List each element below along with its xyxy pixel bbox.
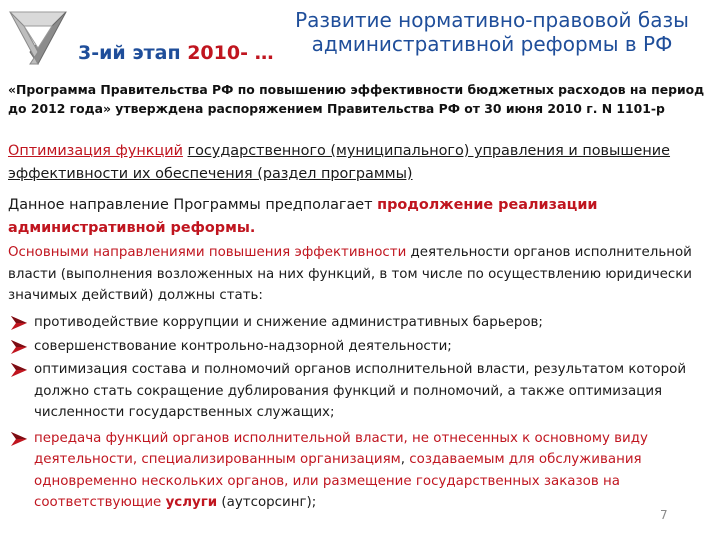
list-item-text: передача функций органов исполнительной власти, не отнесенных к основному виду деятельности, специализированным организациям bbox=[34, 430, 648, 467]
arrow-bullet-icon bbox=[10, 362, 28, 378]
efficiency-paragraph bbox=[8, 242, 708, 307]
slide-title bbox=[272, 8, 712, 56]
list-item bbox=[8, 312, 708, 334]
list-item-text-cont: создаваемым для обслуживания одновременно нескольких органов, или размещение государственных заказов на соответствующие bbox=[34, 452, 642, 510]
intro-paragraph: «Программа Правительства РФ по повышению эффективности бюджетных расходов на период до 2012 года» утверждена распоряжением Правительства РФ от 30 июня 2010 г. N 1101-р bbox=[8, 82, 705, 116]
arrow-bullet-icon bbox=[10, 339, 28, 355]
stage-number: 3-ий этап bbox=[78, 42, 181, 64]
services-bold: услуги bbox=[165, 495, 218, 510]
program-direction-paragraph bbox=[8, 194, 708, 240]
arrow-bullet-icon bbox=[10, 431, 28, 447]
directions-list bbox=[8, 312, 708, 514]
list-item bbox=[8, 336, 708, 358]
section-link[interactable]: Оптимизация функций bbox=[8, 143, 183, 159]
program-direction-text: Данное направление Программы предполагает bbox=[8, 197, 373, 213]
list-item bbox=[8, 428, 708, 514]
title-line-2: административной реформы в РФ bbox=[311, 32, 673, 56]
list-item bbox=[8, 359, 708, 424]
page-number: 7 bbox=[660, 508, 668, 522]
outsourcing-tail: (аутсорсинг); bbox=[221, 495, 317, 510]
stage-label bbox=[78, 42, 274, 64]
list-item-text: противодействие коррупции и снижение административных барьеров; bbox=[34, 315, 543, 330]
arrow-bullet-icon bbox=[10, 315, 28, 331]
list-item-text: совершенствование контрольно-надзорной деятельности; bbox=[34, 338, 452, 354]
title-line-1: Развитие нормативно-правовой базы bbox=[295, 8, 689, 32]
stage-years: 2010- … bbox=[187, 42, 274, 64]
penrose-triangle-logo bbox=[6, 6, 70, 70]
program-direction-highlight: продолжение реализации административной реформы. bbox=[8, 197, 598, 236]
list-item-text: оптимизация состава и полномочий органов исполнительной власти, результатом которой должно стать сокращение дублирования функций и полномочий, а также оптимизация численности государственных служащих; bbox=[34, 362, 687, 420]
efficiency-rest-text: деятельности органов исполнительной власти (выполнения возложенных на них функций, в том числе по осуществлению юридически значимых действий) должны стать: bbox=[8, 245, 693, 303]
section-heading bbox=[8, 140, 708, 186]
list-item-comma: , bbox=[400, 452, 406, 467]
efficiency-red-text: Основными направлениями повышения эффективности bbox=[8, 245, 407, 260]
section-heading-rest: государственного (муниципального) управления и повышение эффективности их обеспечения (раздел программы) bbox=[8, 143, 671, 182]
